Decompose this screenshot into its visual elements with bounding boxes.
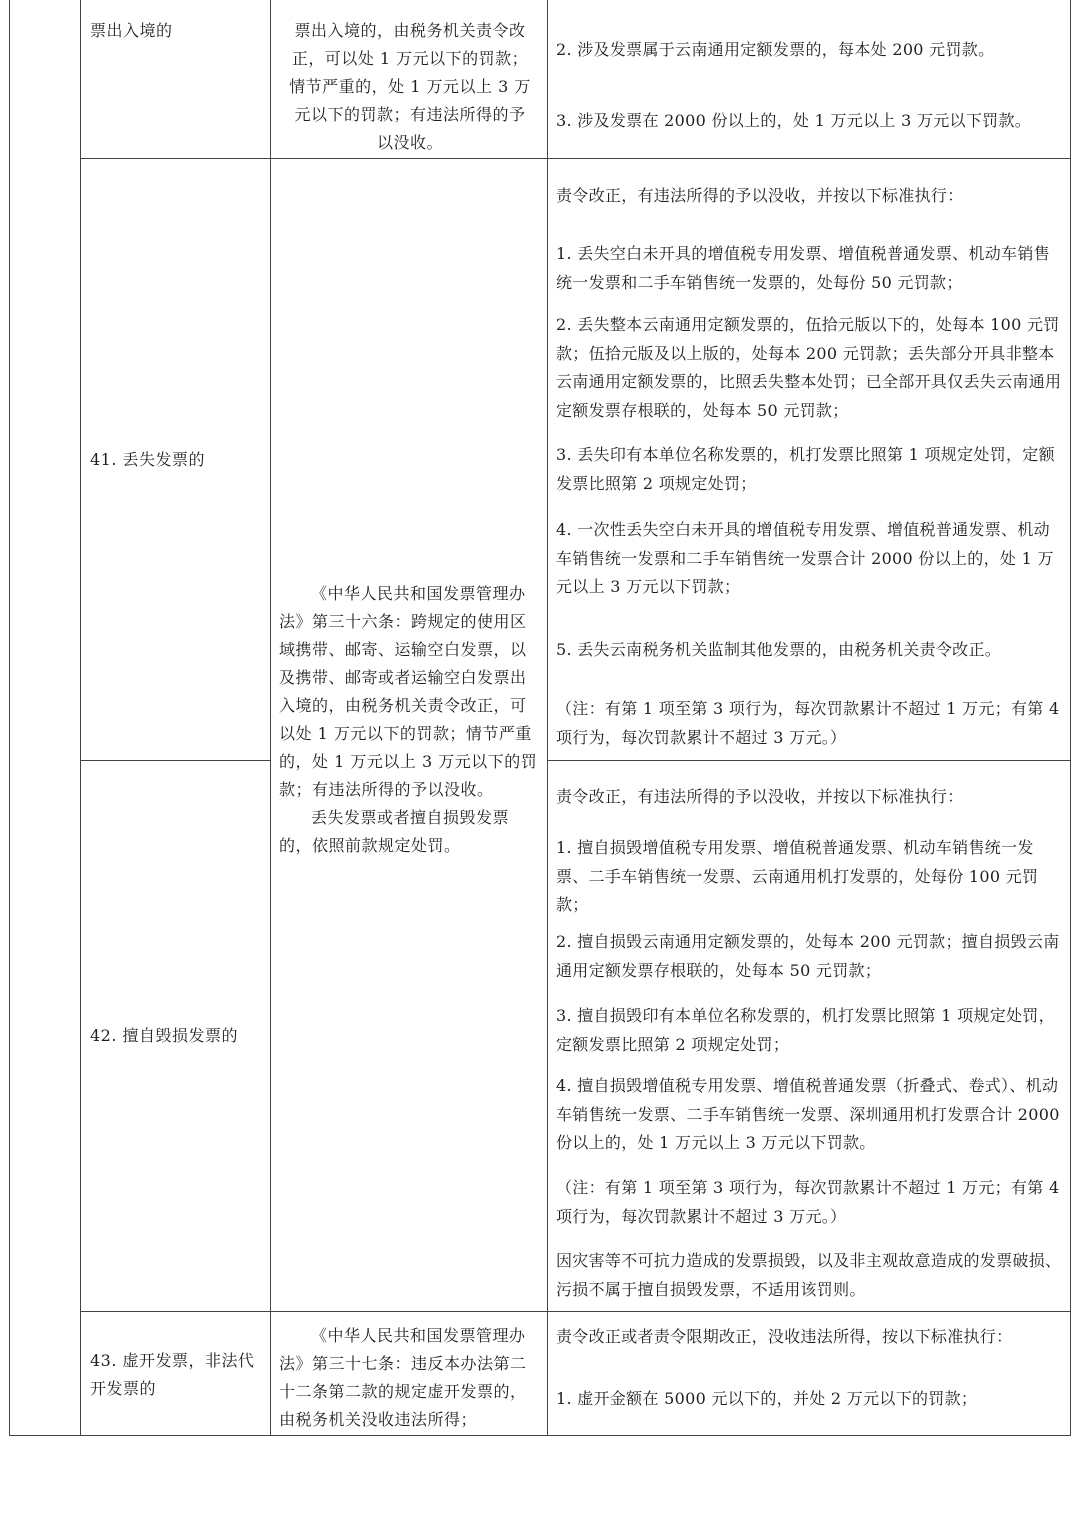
table-right-border xyxy=(1070,0,1071,1436)
column-divider-2 xyxy=(270,0,271,1436)
item-label: 票出入境的 xyxy=(90,21,173,40)
standard-item: 2. 涉及发票属于云南通用定额发票的，每本处 200 元罚款。 xyxy=(556,40,995,59)
item-cell-43 xyxy=(90,1347,262,1403)
row-divider-top xyxy=(80,158,1071,159)
standard-intro: 责令改正或者责令限期改正，没收违法所得，按以下标准执行： xyxy=(556,1327,1013,1346)
standard-intro: 责令改正，有违法所得的予以没收，并按以下标准执行： xyxy=(556,787,964,806)
item-cell-top xyxy=(90,17,262,45)
column-divider-3 xyxy=(547,0,548,1436)
item-label: 41. 丢失发票的 xyxy=(90,450,206,469)
standard-item: 1. 虚开金额在 5000 元以下的，并处 2 万元以下的罚款； xyxy=(556,1389,978,1408)
law-text: 《中华人民共和国发票管理办法》第三十六条：跨规定的使用区域携带、邮寄、运输空白发票，以及携带、邮寄或者运输空白发票出入境的，由税务机关责令改正，可以处 1 万元以下的罚款；情节严重的，处 1 万元以上 3 万元以下的罚款；有违法所得的予以没收。 xyxy=(279,584,538,799)
law-line: 以没收。 xyxy=(376,133,443,152)
law-cell-shared xyxy=(279,580,541,860)
item-label: 42. 擅自毁损发票的 xyxy=(90,1026,239,1045)
row-divider-41-42-b xyxy=(547,760,1071,761)
law-line: 票出入境的，由税务机关责令改 xyxy=(294,21,526,40)
item-cell-42 xyxy=(90,1022,262,1050)
standard-note: 因灾害等不可抗力造成的发票损毁，以及非主观故意造成的发票破损、污损不属于擅自损毁发票，不适用该罚则。 xyxy=(556,1251,1062,1299)
standard-note: （注：有第 1 项至第 3 项行为，每次罚款累计不超过 1 万元；有第 4 项行为，每次罚款累计不超过 3 万元。） xyxy=(556,1178,1060,1226)
standard-note: （注：有第 1 项至第 3 项行为，每次罚款累计不超过 1 万元；有第 4 项行为，每次罚款累计不超过 3 万元。） xyxy=(556,699,1060,747)
standard-item: 4. 擅自损毁增值税专用发票、增值税普通发票（折叠式、卷式）、机动车销售统一发票、二手车销售统一发票、深圳通用机打发票合计 2000 份以上的，处 1 万元以上 3 万元以下罚款。 xyxy=(556,1076,1060,1152)
standard-item: 3. 丢失印有本单位名称发票的，机打发票比照第 1 项规定处罚，定额发票比照第 2 项规定处罚； xyxy=(556,445,1055,493)
standard-item: 1. 丢失空白未开具的增值税专用发票、增值税普通发票、机动车销售统一发票和二手车销售统一发票的，处每份 50 元罚款； xyxy=(556,244,1050,292)
standard-item: 5. 丢失云南税务机关监制其他发票的，由税务机关责令改正。 xyxy=(556,640,1002,659)
item-label: 43. 虚开发票，非法代开发票的 xyxy=(90,1351,255,1398)
column-divider-1 xyxy=(80,0,81,1436)
law-line: 情节严重的，处 1 万元以上 3 万 xyxy=(289,77,531,96)
law-line: 正，可以处 1 万元以下的罚款； xyxy=(291,49,529,68)
table-bottom-border xyxy=(9,1435,1071,1436)
table-left-border xyxy=(9,0,10,1436)
row-divider-41-42-a xyxy=(80,760,271,761)
law-text: 《中华人民共和国发票管理办法》第三十七条：违反本办法第二十二条第二款的规定虚开发票的，由税务机关没收违法所得； xyxy=(279,1326,527,1429)
standard-item: 3. 涉及发票在 2000 份以上的，处 1 万元以上 3 万元以下罚款。 xyxy=(556,111,1032,130)
standard-item: 2. 丢失整本云南通用定额发票的，伍拾元版以下的，处每本 100 元罚款；伍拾元版及以上版的，处每本 200 元罚款；丢失部分开具非整本云南通用定额发票的，比照丢失整本处罚；已全部开具仅丢失云南通用定额发票存根联的，处每本 50 元罚款； xyxy=(556,315,1062,420)
standard-item: 1. 擅自损毁增值税专用发票、增值税普通发票、机动车销售统一发票、二手车销售统一发票、云南通用机打发票的，处每份 100 元罚款； xyxy=(556,838,1039,914)
item-cell-41 xyxy=(90,446,262,474)
standard-item: 4. 一次性丢失空白未开具的增值税专用发票、增值税普通发票、机动车销售统一发票和二手车销售统一发票合计 2000 份以上的，处 1 万元以上 3 万元以下罚款； xyxy=(556,520,1054,596)
law-cell-43 xyxy=(279,1322,541,1434)
row-divider-42-43 xyxy=(80,1311,1071,1312)
standard-item: 3. 擅自损毁印有本单位名称发票的，机打发票比照第 1 项规定处罚，定额发票比照第 2 项规定处罚； xyxy=(556,1006,1055,1054)
law-cell-top xyxy=(279,17,541,157)
law-line: 元以下的罚款；有违法所得的予 xyxy=(294,105,526,124)
standard-item: 2. 擅自损毁云南通用定额发票的，处每本 200 元罚款；擅自损毁云南通用定额发票存根联的，处每本 50 元罚款； xyxy=(556,932,1060,980)
standard-intro: 责令改正，有违法所得的予以没收，并按以下标准执行： xyxy=(556,186,964,205)
law-text: 丢失发票或者擅自损毁发票的，依照前款规定处罚。 xyxy=(279,808,510,855)
